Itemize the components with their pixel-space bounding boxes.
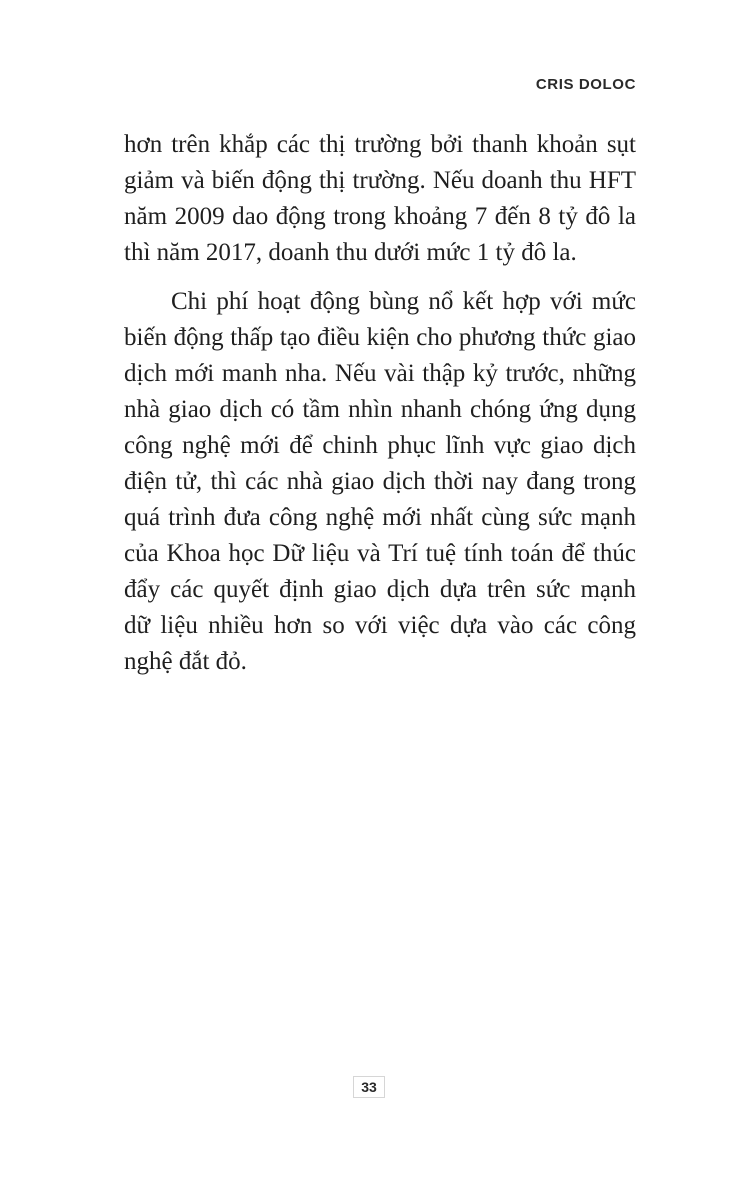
text-line: thì năm 2017, doanh thu dưới mức 1 tỷ đô la. xyxy=(124,239,577,266)
page-number: 33 xyxy=(353,1076,385,1098)
running-head: CRIS DOLOC xyxy=(535,76,636,93)
text-line: hơn trên khắp các thị trường bởi thanh khoản sụt xyxy=(124,131,636,158)
body-text xyxy=(124,127,636,680)
text-line: biến động thấp tạo điều kiện cho phương thức giao xyxy=(124,324,636,351)
paragraph-2 xyxy=(124,284,636,680)
text-line: của Khoa học Dữ liệu và Trí tuệ tính toán để thúc xyxy=(124,540,636,567)
text-line: dịch mới manh nha. Nếu vài thập kỷ trước, những xyxy=(124,360,636,387)
paragraph-1 xyxy=(124,127,636,271)
text-line: nhà giao dịch có tầm nhìn nhanh chóng ứng dụng xyxy=(124,396,636,423)
text-line: Chi phí hoạt động bùng nổ kết hợp với mức xyxy=(171,288,636,315)
text-line: công nghệ mới để chinh phục lĩnh vực giao dịch xyxy=(124,432,636,459)
text-line: dữ liệu nhiều hơn so với việc dựa vào các công xyxy=(124,612,636,639)
text-line: nghệ đắt đỏ. xyxy=(124,648,247,675)
text-line: giảm và biến động thị trường. Nếu doanh thu HFT xyxy=(124,167,636,194)
text-line: điện tử, thì các nhà giao dịch thời nay đang trong xyxy=(124,468,636,495)
text-line: năm 2009 dao động trong khoảng 7 đến 8 tỷ đô la xyxy=(124,203,636,230)
text-line: đẩy các quyết định giao dịch dựa trên sức mạnh xyxy=(124,576,636,603)
text-line: quá trình đưa công nghệ mới nhất cùng sức mạnh xyxy=(124,504,636,531)
